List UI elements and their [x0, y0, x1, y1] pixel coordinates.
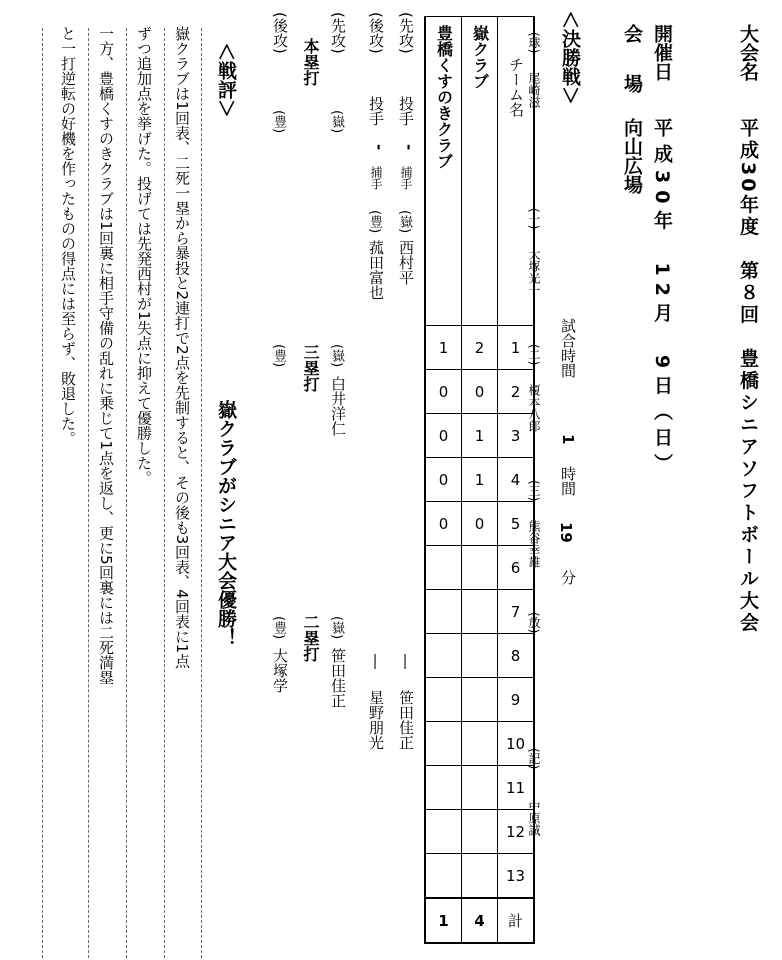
inning-number: 2 — [498, 370, 535, 414]
score-cell — [462, 678, 498, 722]
catcher-name: 笹田佳正 — [397, 690, 415, 750]
battery-separator: ― — [397, 654, 415, 669]
score-cell — [462, 810, 498, 854]
hit-team: (豊) — [271, 616, 286, 640]
divider — [201, 28, 202, 958]
score-cell — [462, 722, 498, 766]
team-name-cell — [462, 17, 498, 326]
review-line: 一方、豊橋くすのきクラブは1回裏に相手守備の乱れに乗じて1点を返し、更に5回裏には二死満塁 — [97, 26, 115, 685]
game-time-minutes: 19 — [557, 522, 575, 543]
review-headline: 嶽クラブがシニア大会優勝！ — [215, 400, 237, 647]
game-time-label: 試合時間 — [559, 318, 577, 378]
inning-number: 1 — [498, 326, 535, 370]
umpire-name: 榎本八郎 — [527, 384, 541, 432]
catcher-name: 星野朋光 — [367, 690, 385, 750]
score-cell — [425, 722, 462, 766]
inning-number: 13 — [498, 854, 535, 899]
game-time-hours-unit: 時間 — [559, 466, 577, 496]
review-line: と一打逆転の好機を作ったものの得点には至らず、敗退した。 — [59, 26, 77, 446]
umpire-pos: (放) — [527, 612, 541, 634]
pitcher-name: 西村平 — [397, 240, 415, 285]
score-cell: 0 — [425, 458, 462, 502]
hits-side: (先攻) — [329, 12, 347, 54]
team-name: 豊橋くすのきクラブ — [434, 25, 454, 169]
pitcher-label: 投手 — [367, 96, 385, 126]
hits-side: (後攻) — [271, 12, 289, 54]
hit-team: (豊) — [271, 110, 286, 134]
score-cell: 1 — [462, 414, 498, 458]
umpire-pos: (二) — [527, 344, 541, 366]
game-time-minutes-unit: 分 — [559, 570, 577, 585]
umpire-name: 大塚光一 — [527, 248, 541, 296]
battery-team: (嶽) — [397, 210, 412, 234]
umpire-name: 熊谷幸雄 — [527, 520, 541, 568]
total-cell: 1 — [425, 898, 462, 943]
score-cell — [462, 546, 498, 590]
hit-team: (嶽) — [329, 344, 344, 368]
inning-number: 12 — [498, 810, 535, 854]
team-name: 嶽クラブ — [470, 25, 490, 89]
score-cell: 0 — [462, 502, 498, 546]
tournament-name-value: 平成30年度 第８回 豊橋シニアソフトボール大会 — [737, 118, 759, 635]
score-cell — [462, 590, 498, 634]
review-line: ずつ追加点を挙げた。投げては先発西村が1失点に抑えて優勝した。 — [135, 26, 153, 486]
review-line: 嶽クラブは1回表、二死一塁から暴投と2連打で2点を先制すると、その後も3回表、4回表に1点 — [173, 26, 191, 669]
score-cell: 0 — [462, 370, 498, 414]
review-title: ＜戦評＞ — [215, 42, 237, 119]
divider — [164, 28, 165, 958]
battery-team: (豊) — [367, 210, 382, 234]
score-cell — [462, 634, 498, 678]
venue-label: 会 場 — [621, 24, 643, 99]
score-cell: 1 — [425, 326, 462, 370]
inning-number: 4 — [498, 458, 535, 502]
game-time-hours: 1 — [559, 434, 577, 445]
umpire-name: 尾崎滋 — [527, 72, 541, 108]
pitcher-name: 菰田富也 — [367, 240, 385, 300]
score-cell: 2 — [462, 326, 498, 370]
inning-number: 3 — [498, 414, 535, 458]
inning-number: 9 — [498, 678, 535, 722]
score-cell — [425, 810, 462, 854]
score-cell — [425, 546, 462, 590]
homerun-label: 本塁打 — [301, 38, 320, 86]
score-cell — [425, 634, 462, 678]
hit-team: (豊) — [271, 344, 286, 368]
divider — [42, 28, 43, 958]
team-header: チーム名 — [507, 57, 525, 117]
inning-number: 8 — [498, 634, 535, 678]
catcher-label: 捕手 — [399, 166, 413, 190]
umpire-name: 中原誠 — [527, 800, 541, 836]
umpire-pos: (一) — [527, 208, 541, 230]
inning-number: 11 — [498, 766, 535, 810]
inning-number: 10 — [498, 722, 535, 766]
battery-dash: - — [370, 144, 388, 151]
hit-team: (嶽) — [329, 110, 344, 134]
pitcher-label: 投手 — [397, 96, 415, 126]
catcher-label: 捕手 — [369, 166, 383, 190]
inning-number: 7 — [498, 590, 535, 634]
umpire-pos: (球) — [527, 32, 541, 54]
scoreboard-table — [424, 16, 535, 944]
battery-separator: ― — [367, 654, 385, 669]
total-cell: 4 — [462, 898, 498, 943]
triple-player: 白井洋仁 — [329, 376, 347, 436]
team-name-cell — [425, 17, 462, 326]
double-label: 二塁打 — [301, 614, 320, 662]
battery-side: (後攻) — [367, 12, 385, 54]
score-cell — [425, 854, 462, 899]
total-label: 計 — [498, 898, 535, 943]
date-value: 平成30年 12月 9日（日） — [651, 118, 673, 480]
divider — [126, 28, 127, 958]
final-title: ＜決勝戦＞ — [559, 10, 581, 106]
double-player: 笹田佳正 — [329, 648, 347, 708]
score-cell — [425, 678, 462, 722]
inning-number: 6 — [498, 546, 535, 590]
triple-label: 三塁打 — [301, 344, 320, 392]
divider — [88, 28, 89, 958]
score-cell: 0 — [425, 502, 462, 546]
hit-team: (嶽) — [329, 616, 344, 640]
score-cell — [462, 766, 498, 810]
score-cell: 0 — [425, 370, 462, 414]
double-player: 大塚学 — [271, 648, 289, 693]
umpire-pos: (記) — [527, 748, 541, 770]
score-cell — [425, 766, 462, 810]
team-header-cell — [498, 17, 535, 326]
inning-number: 5 — [498, 502, 535, 546]
score-cell: 1 — [462, 458, 498, 502]
battery-dash: - — [400, 144, 418, 151]
score-cell — [462, 854, 498, 899]
date-label: 開催日 — [651, 24, 673, 81]
score-cell — [425, 590, 462, 634]
battery-side: (先攻) — [397, 12, 415, 54]
score-cell: 0 — [425, 414, 462, 458]
tournament-name-label: 大会名 — [737, 24, 759, 81]
umpire-pos: (三) — [527, 480, 541, 502]
venue-value: 向山広場 — [621, 118, 643, 194]
